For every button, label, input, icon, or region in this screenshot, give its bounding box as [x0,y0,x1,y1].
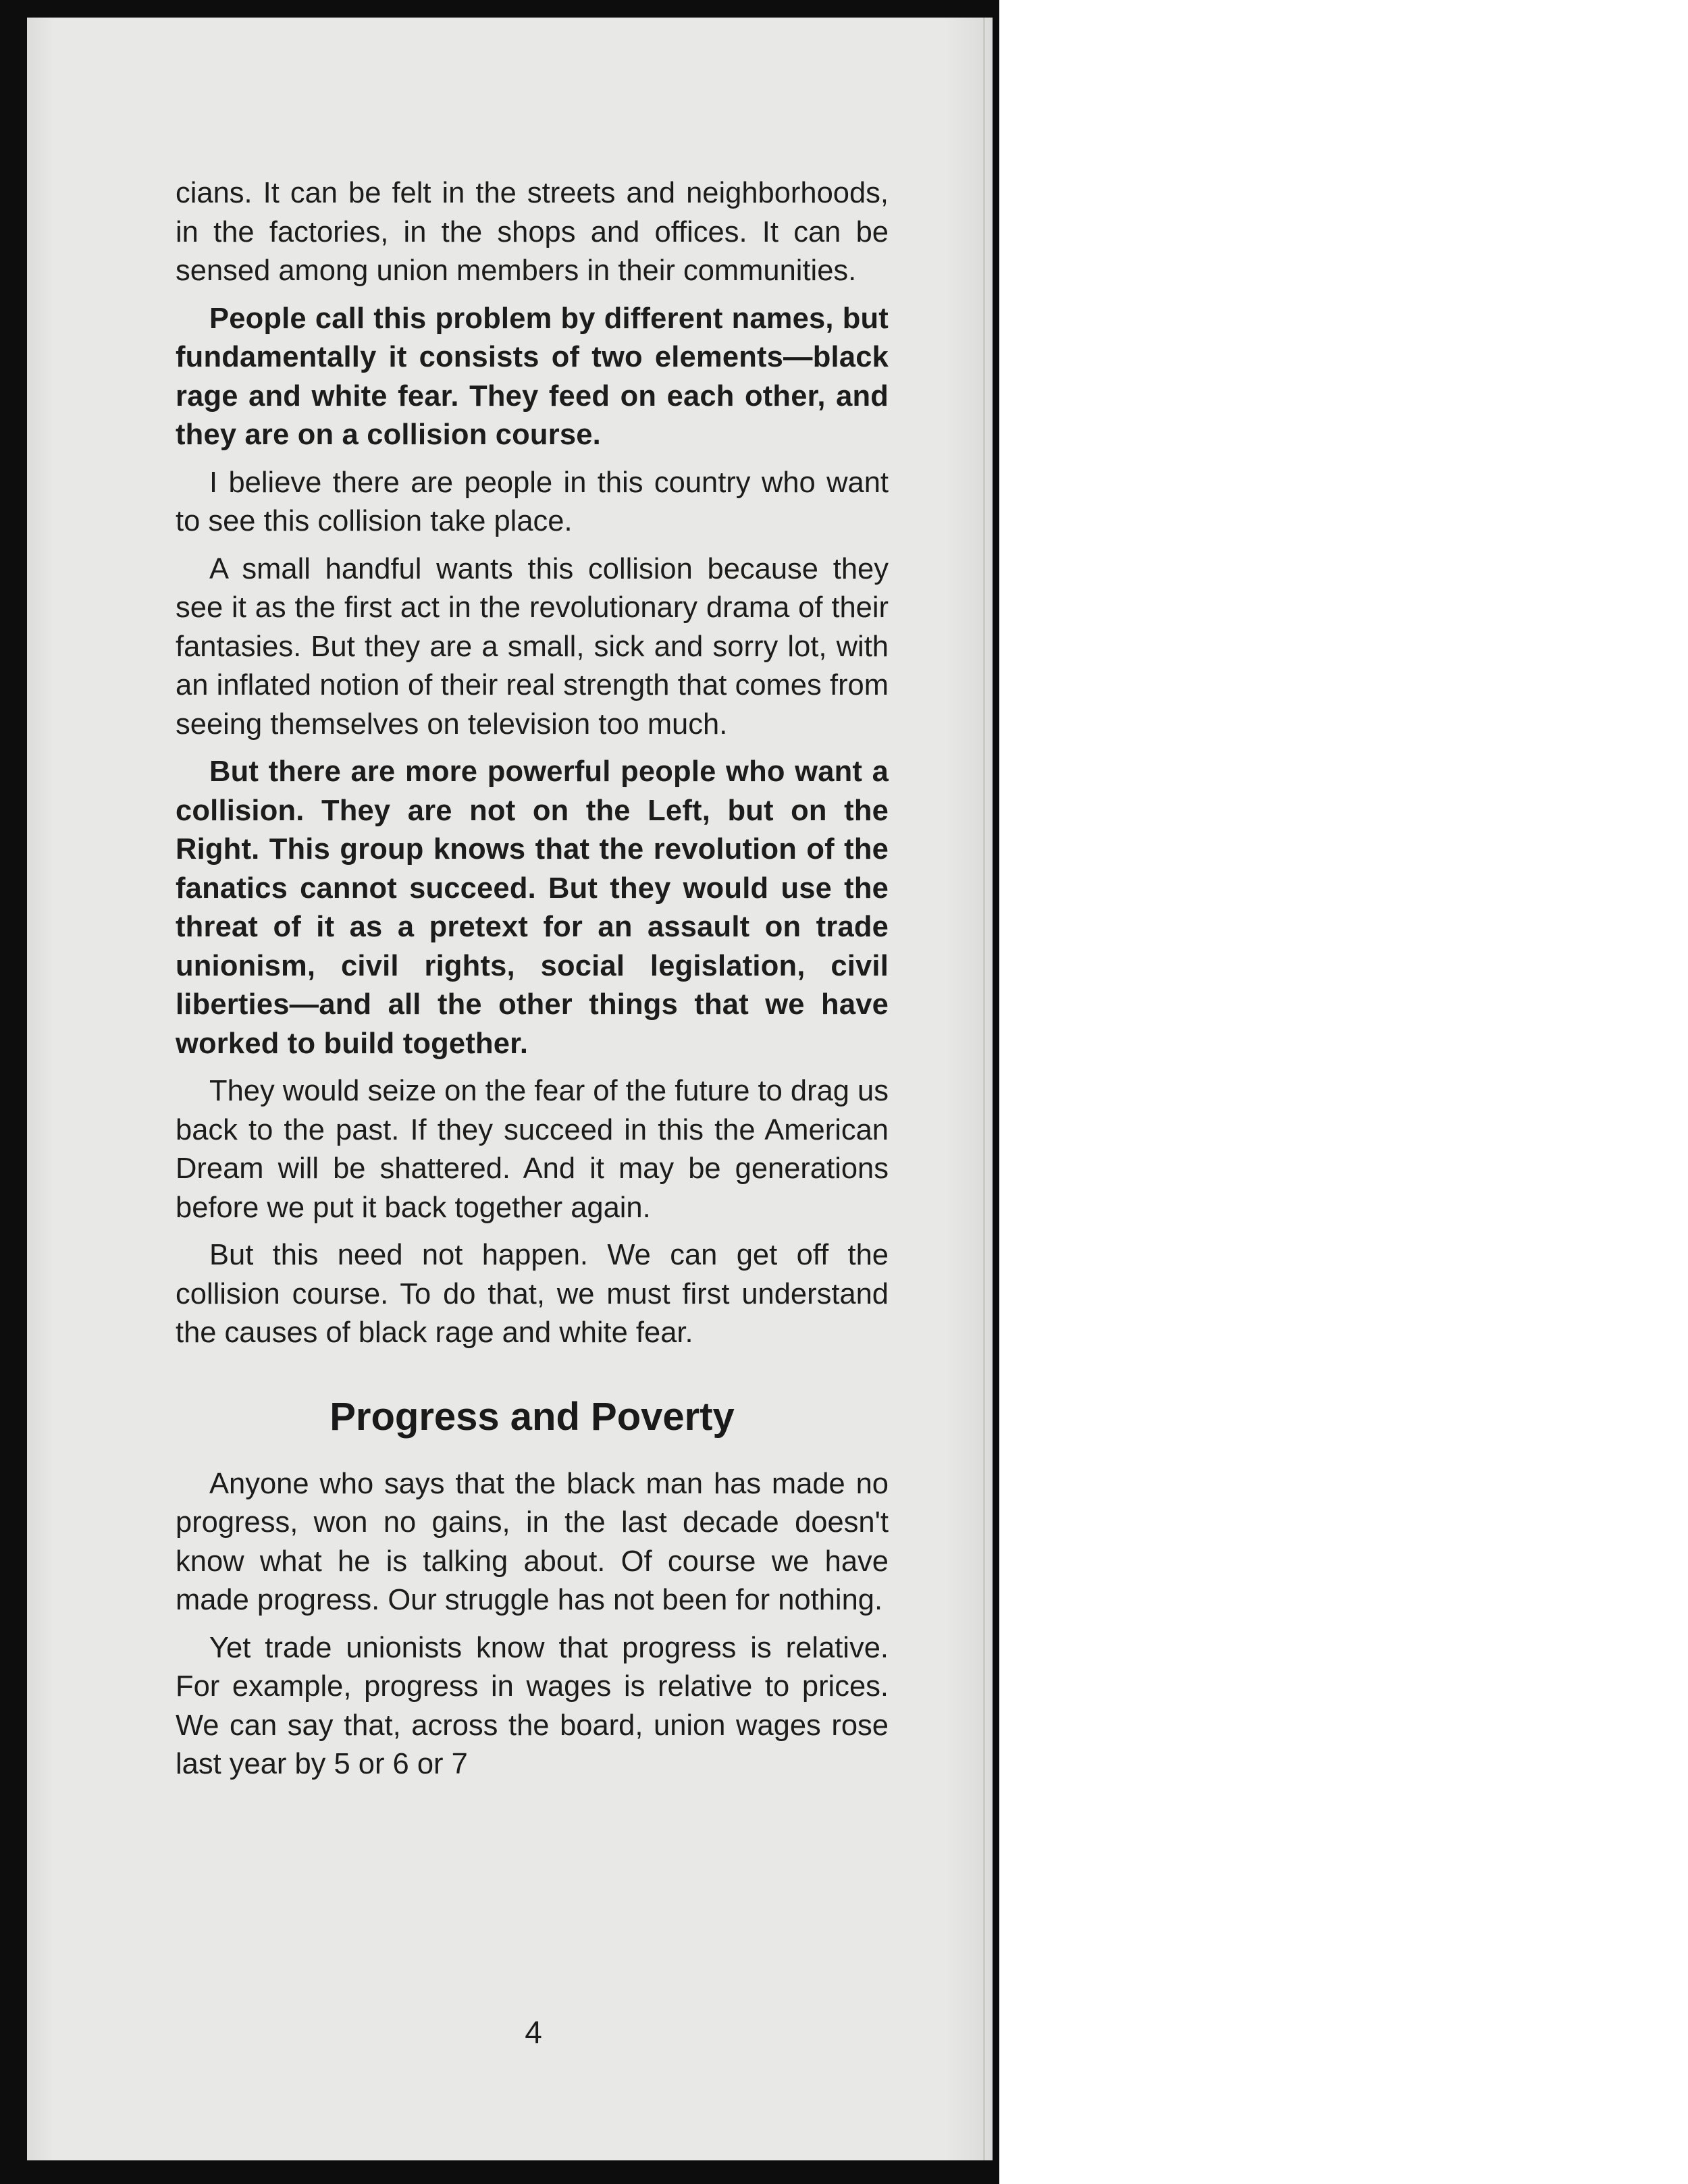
paragraph-8: Anyone who says that the black man has made no progress, won no gains, in the last decade doesn't know what he is talking about. Of course we have made progress. Our struggle has not been for nothing. [176,1467,889,1616]
paragraph-1: cians. It can be felt in the streets and neighborhoods, in the factories, in the shops and offices. It can be sensed among union members in their communities. [176,177,889,287]
page-number: 4 [525,2015,542,2050]
paragraph-9: Yet trade unionists know that progress is relative. For example, progress in wages is relative to prices. We can say that, across the board, union wages rose last year by 5 or 6 or 7 [176,1631,889,1780]
page-edge [983,18,985,2160]
paragraph-4: A small handful wants this collision because they see it as the first act in the revolutionary drama of their fantasies. But they are a small, sick and sorry lot, with an inflated notion of their real strength that comes from seeing themselves on television too much. [176,552,889,741]
paragraph-5-bold: But there are more powerful people who want a collision. They are not on the Left, but on the Right. This group knows that the revolution of the fanatics cannot succeed. But they would use the threat of it as a pretext for an assault on trade unionism, civil rights, social legislation, civil liberties—and all the other things that we have worked to build together. [176,755,889,1060]
section-heading: Progress and Poverty [329,1394,735,1439]
paragraph-6: They would seize on the fear of the future to drag us back to the past. If they succeed in this the American Dream will be shattered. And it may be generations before we put it back together again. [176,1075,889,1224]
paragraph-3: I believe there are people in this country who want to see this collision take place. [176,466,889,537]
paragraph-7: But this need not happen. We can get off the collision course. To do that, we must first understand the causes of black rage and white fear. [176,1239,889,1349]
text-column [176,174,889,1793]
paragraph-2-bold: People call this problem by different names, but fundamentally it consists of two elements—black rage and white fear. They feed on each other, and they are on a collision course. [176,302,889,451]
